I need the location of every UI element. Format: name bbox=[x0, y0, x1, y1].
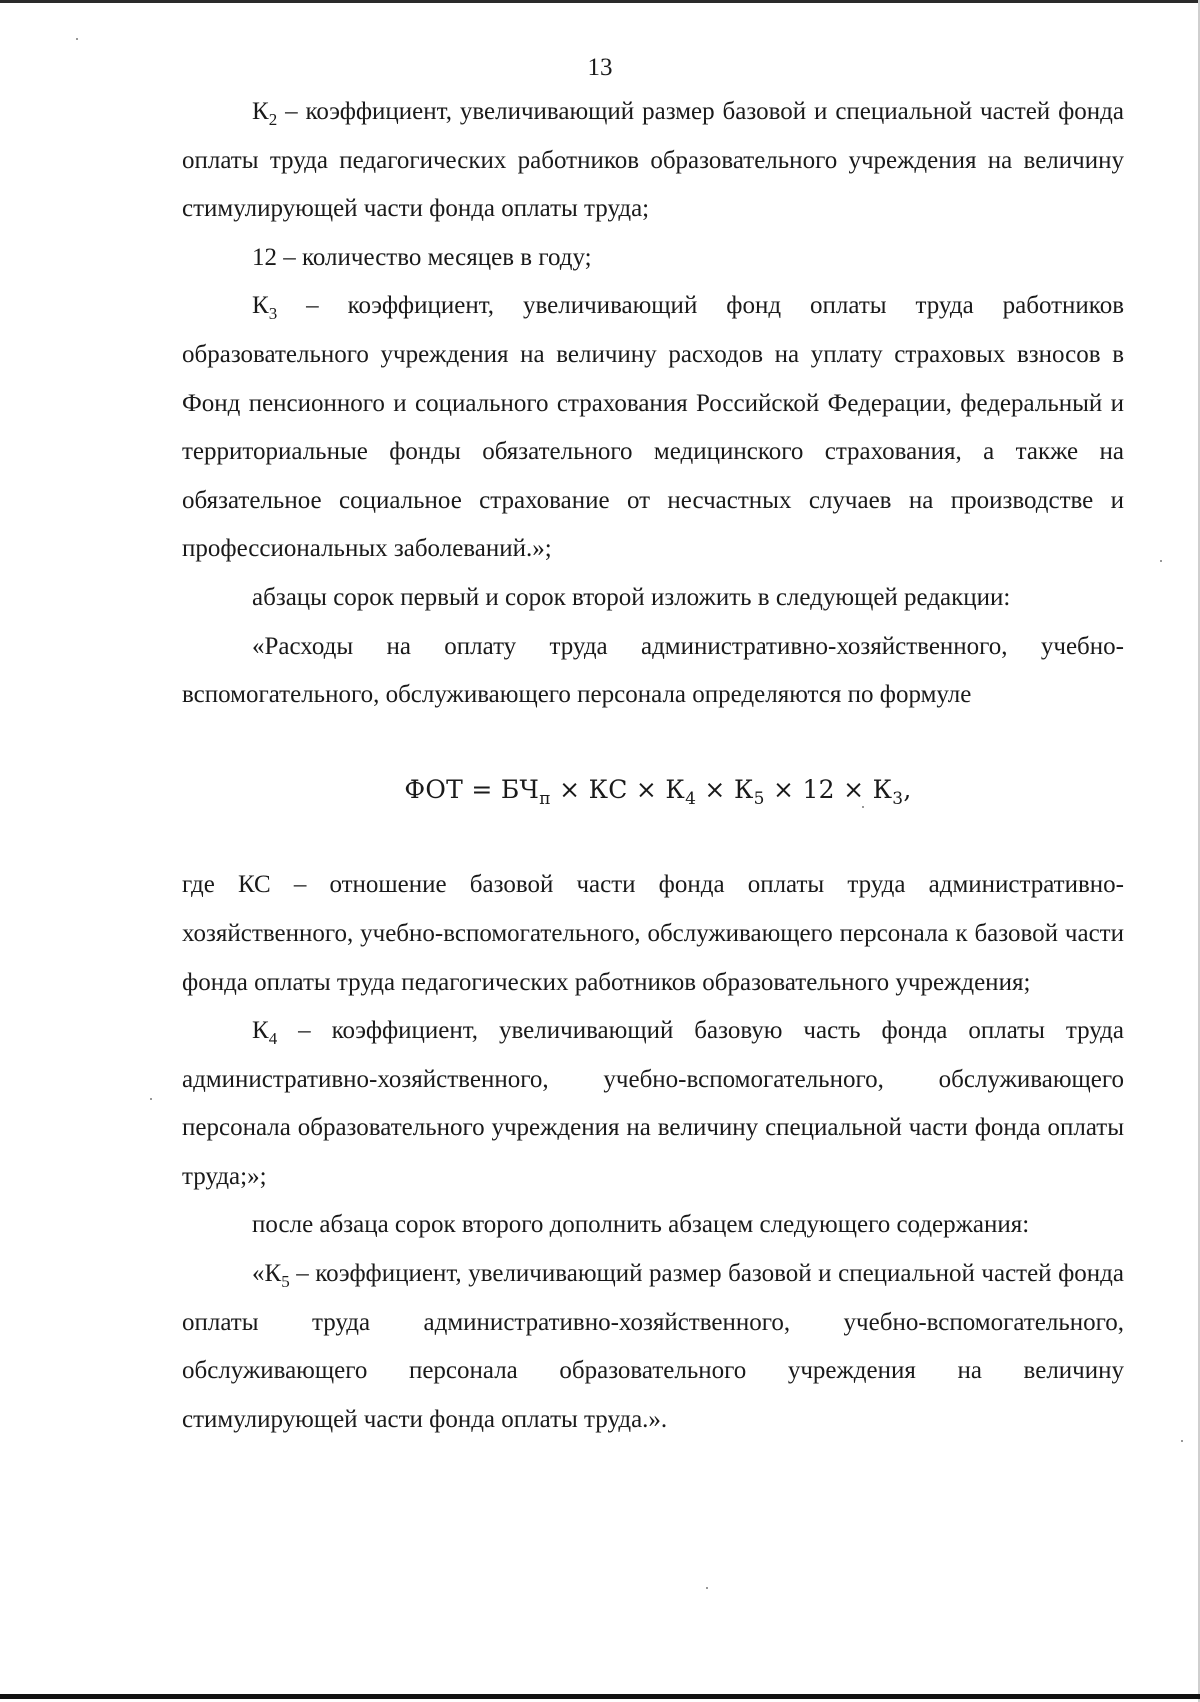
scan-border-top bbox=[0, 0, 1200, 3]
symbol-k: К bbox=[252, 292, 269, 320]
paragraph-text: – коэффициент, увеличивающий фонд оплаты труда работников образовательного учреждения на величину расходов на уплату страховых взносов в Фонд пенсионного и социального страхования Российской Федерации, федеральный и территориальные фонды обязательного медицинского страхования, а также на обязательное социальное страхование от несчастных случаев на производстве и профессиональных заболеваний.»; bbox=[182, 292, 1124, 563]
scan-speck bbox=[1160, 560, 1162, 562]
paragraph-text: – коэффициент, увеличивающий базовую часть фонда оплаты труда административно-хозяйственного, учебно-вспомогательного, обслуживающего персонала образовательного учреждения на величину специальной части фонда оплаты труда;»; bbox=[182, 1017, 1124, 1190]
scan-border-bottom bbox=[0, 1694, 1200, 1699]
symbol-subscript: 4 bbox=[268, 1029, 278, 1049]
paragraph-k3-definition bbox=[182, 282, 1124, 574]
paragraph-amendment-instruction: абзацы сорок первый и сорок второй изложить в следующей редакции: bbox=[252, 583, 1011, 611]
scan-speck bbox=[1181, 1440, 1183, 1442]
symbol-subscript: 5 bbox=[281, 1272, 290, 1292]
paragraph-k4-definition bbox=[182, 1007, 1124, 1201]
scan-speck bbox=[862, 806, 864, 808]
formula-fot: ФОТ = $БЧ_п$ × КС × $К_4 \times К_5 \times 12 \times К_3$, bbox=[404, 774, 912, 809]
paragraph-ks-definition: где КС – отношение базовой части фонда оплаты труда административно-хозяйственного, учебно-вспомогательного, обслуживающего персонала к базовой части фонда оплаты труда педагогических работников образовательного учреждения; bbox=[182, 871, 1124, 996]
paragraph-k5-definition bbox=[182, 1250, 1124, 1444]
symbol-k: «К bbox=[252, 1260, 282, 1288]
paragraph-expenses-intro: «Расходы на оплату труда административно-хозяйственного, учебно-вспомогательного, обслуживающего персонала определяются по формуле bbox=[182, 632, 1124, 709]
paragraph-k2-definition bbox=[182, 88, 1124, 234]
scan-speck bbox=[706, 1587, 708, 1589]
symbol-subscript: 3 bbox=[268, 304, 278, 324]
symbol-subscript: 2 bbox=[268, 110, 278, 129]
scan-speck bbox=[150, 1098, 152, 1100]
page-number: 13 bbox=[587, 54, 613, 81]
document-body bbox=[182, 88, 1124, 1444]
scan-speck bbox=[76, 38, 78, 40]
paragraph-amendment-addition: после абзаца сорок второго дополнить абзацем следующего содержания: bbox=[252, 1211, 1030, 1239]
paragraph-months: 12 – количество месяцев в году; bbox=[252, 243, 592, 271]
paragraph-text: – коэффициент, увеличивающий размер базовой и специальной частей фонда оплаты труда педагогических работников образовательного учреждения на величину стимулирующей части фонда оплаты труда; bbox=[182, 98, 1124, 223]
symbol-k: К bbox=[252, 1017, 269, 1045]
symbol-k: К bbox=[252, 98, 269, 125]
paragraph-text: – коэффициент, увеличивающий размер базовой и специальной частей фонда оплаты труда административно-хозяйственного, учебно-вспомогательного, обслуживающего персонала образовательного учреждения на величину стимулирующей части фонда оплаты труда.». bbox=[182, 1260, 1124, 1433]
